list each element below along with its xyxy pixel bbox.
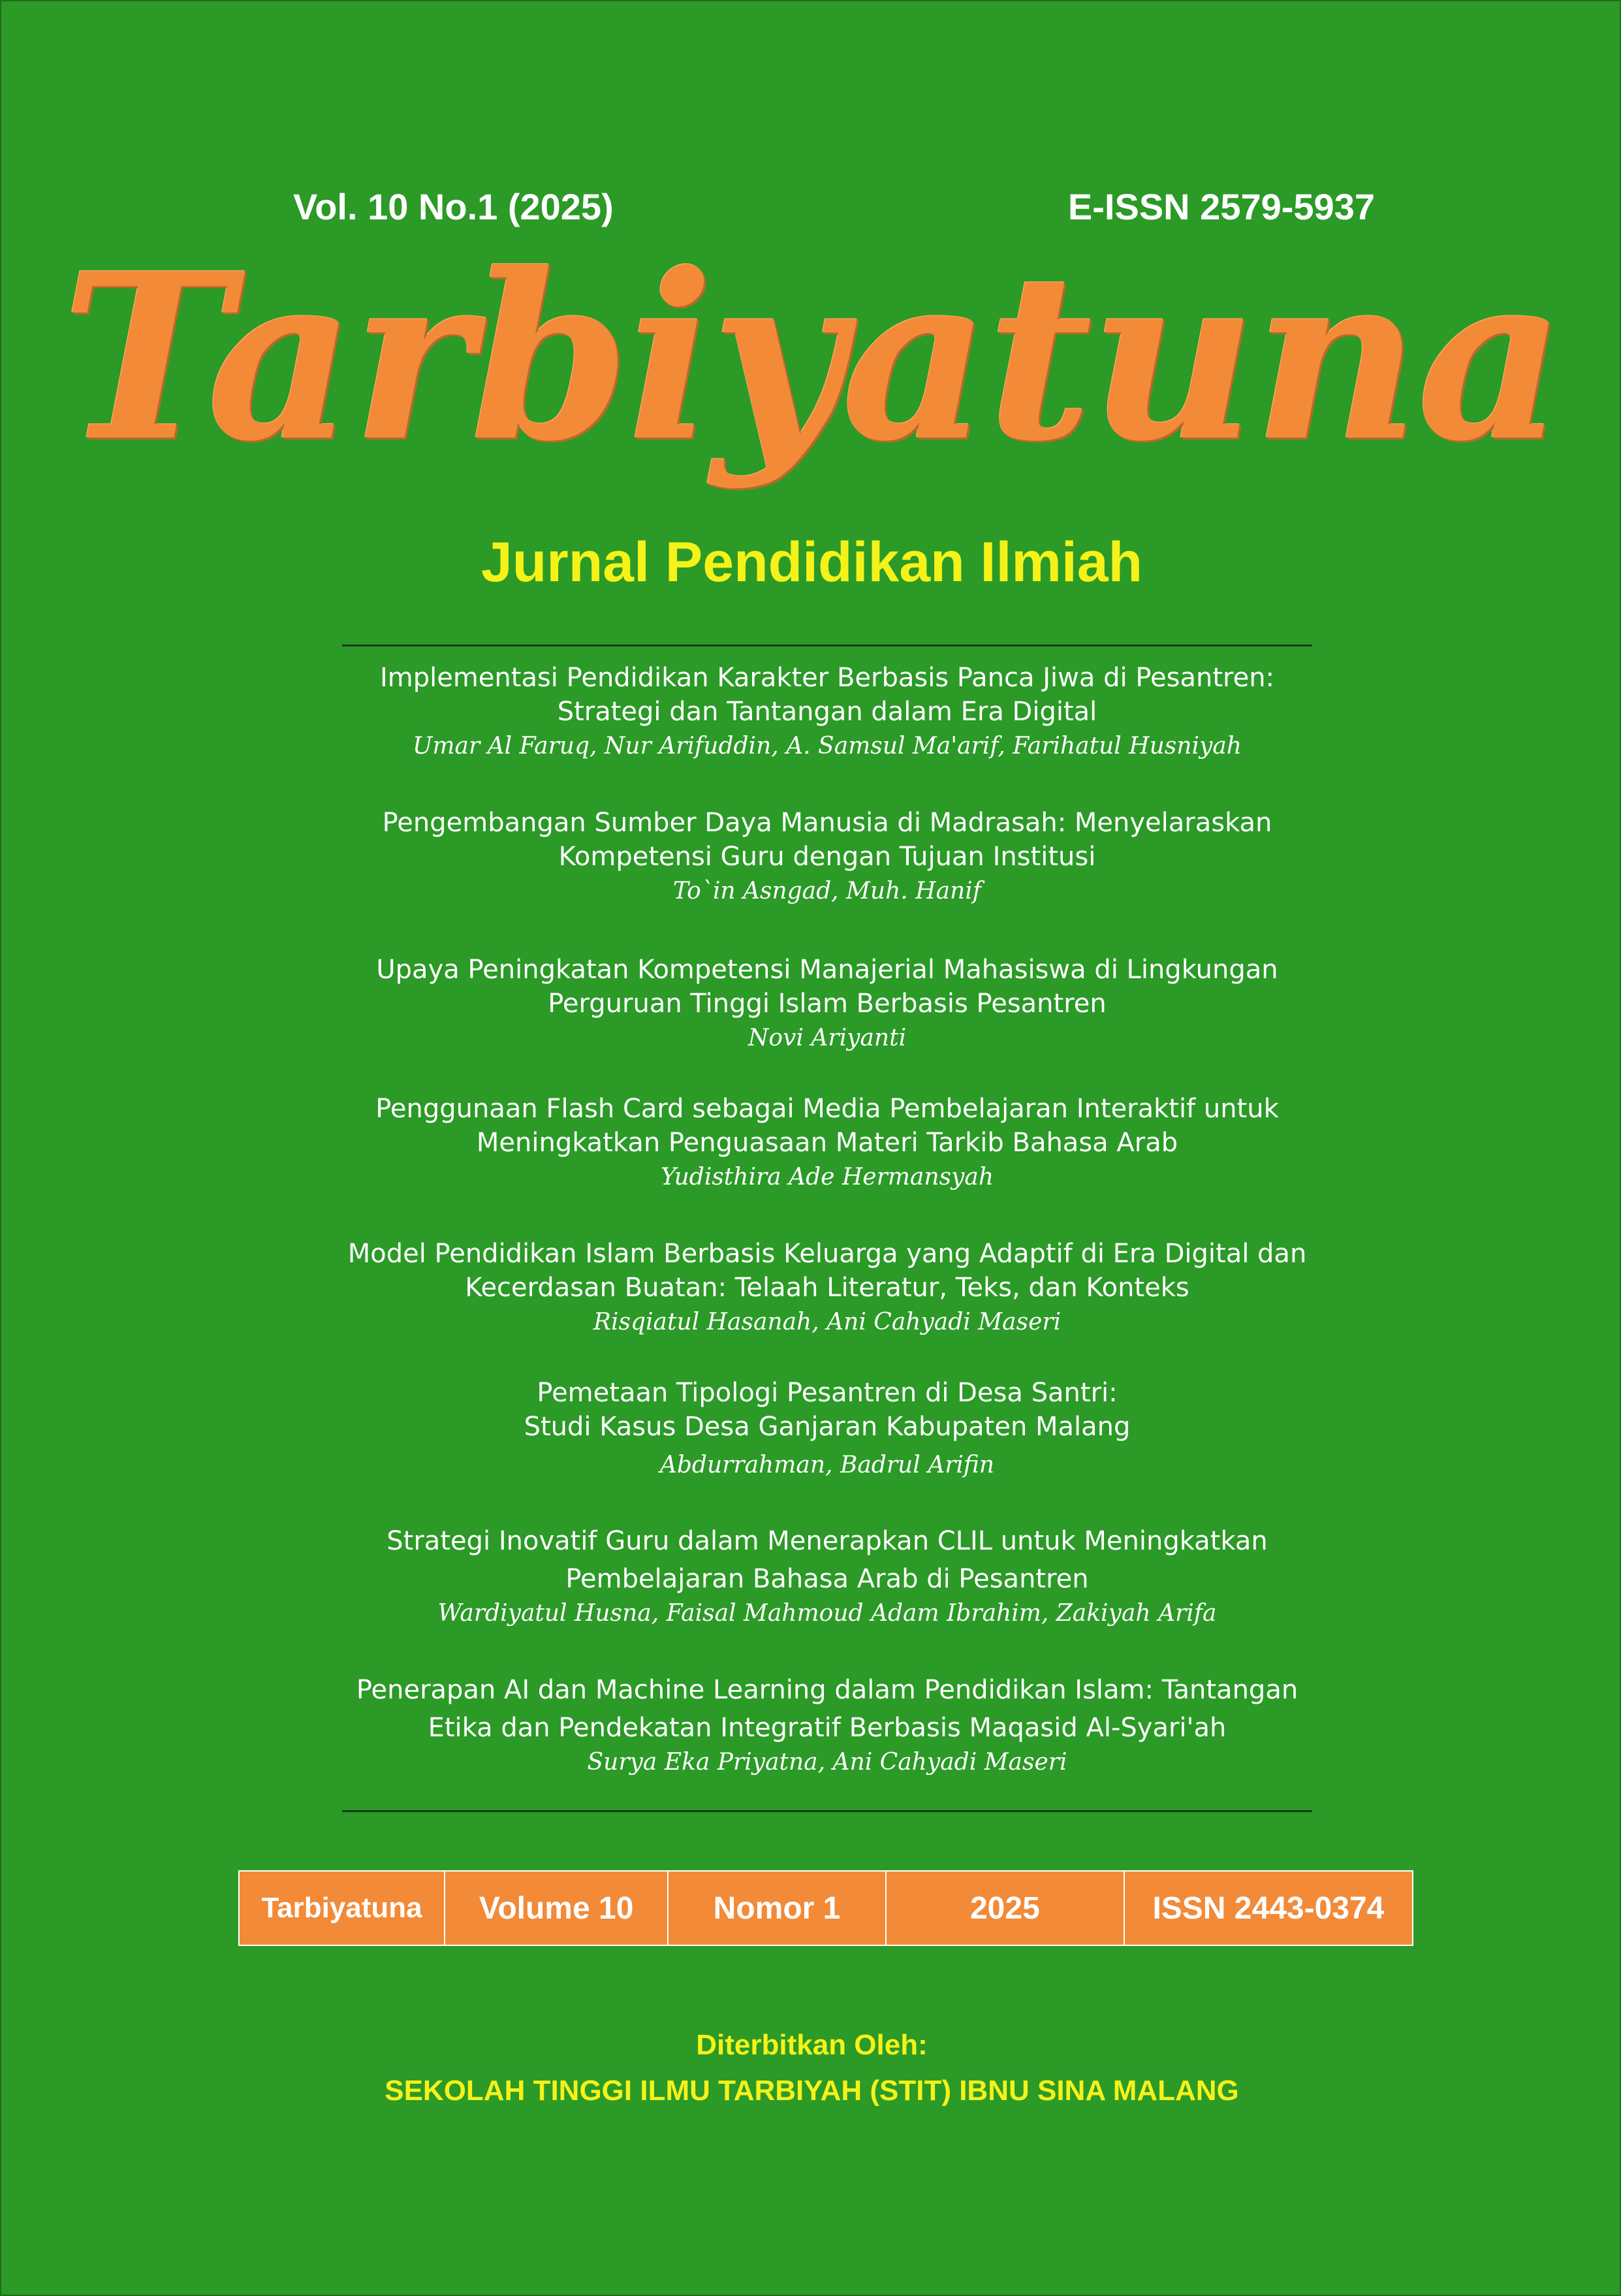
info-number: Nomor 1: [668, 1871, 886, 1945]
article-entry: [342, 806, 1312, 909]
info-issn: ISSN 2443-0374: [1124, 1871, 1413, 1945]
eissn-label: E-ISSN 2579-5937: [1067, 186, 1375, 227]
article-title-line: Meningkatkan Penguasaan Materi Tarkib Bahasa Arab: [476, 1128, 1178, 1158]
article-title-line: Perguruan Tinggi Islam Berbasis Pesantren: [548, 989, 1107, 1019]
publisher-label: Diterbitkan Oleh:: [696, 2029, 928, 2061]
article-title-line: Strategi Inovatif Guru dalam Menerapkan CLIL untuk Meningkatkan: [386, 1526, 1268, 1556]
article-authors: Umar Al Faruq, Nur Arifuddin, A. Samsul Ma'arif, Farihatul Husniyah: [413, 733, 1242, 759]
article-entry: [342, 1237, 1312, 1340]
top-divider: [342, 645, 1312, 646]
article-entry: [342, 1524, 1312, 1631]
article-authors: To`in Asngad, Muh. Hanif: [672, 878, 982, 904]
journal-subtitle: Jurnal Pendidikan Ilmiah: [480, 531, 1143, 594]
article-entry: [342, 953, 1312, 1056]
journal-masthead: Tarbiyatuna: [61, 223, 1563, 492]
issue-info-bar: [238, 1870, 1413, 1946]
article-title-line: Strategi dan Tantangan dalam Era Digital: [557, 697, 1097, 727]
article-title-line: Kecerdasan Buatan: Telaah Literatur, Teks, dan Konteks: [465, 1273, 1189, 1303]
article-title-line: Kompetensi Guru dengan Tujuan Institusi: [558, 842, 1096, 872]
article-title-line: Pemetaan Tipologi Pesantren di Desa Santri:: [537, 1378, 1118, 1408]
article-authors: Abdurrahman, Badrul Arifin: [659, 1452, 995, 1478]
article-title-line: Pembelajaran Bahasa Arab di Pesantren: [565, 1564, 1089, 1594]
article-entry: [342, 1376, 1312, 1483]
article-title-line: Penggunaan Flash Card sebagai Media Pembelajaran Interaktif untuk: [375, 1094, 1279, 1124]
publisher-name: SEKOLAH TINGGI ILMU TARBIYAH (STIT) IBNU SINA MALANG: [385, 2075, 1239, 2107]
article-title-line: Penerapan AI dan Machine Learning dalam Pendidikan Islam: Tantangan: [356, 1675, 1298, 1705]
volume-issue-label: Vol. 10 No.1 (2025): [293, 186, 614, 227]
info-journal: Tarbiyatuna: [239, 1871, 445, 1945]
info-year: 2025: [886, 1871, 1124, 1945]
article-authors: Surya Eka Priyatna, Ani Cahyadi Maseri: [587, 1749, 1067, 1776]
article-authors: Wardiyatul Husna, Faisal Mahmoud Adam Ibrahim, Zakiyah Arifa: [437, 1600, 1217, 1627]
bottom-divider: [342, 1810, 1312, 1812]
article-entry: [342, 1673, 1312, 1780]
info-volume: Volume 10: [445, 1871, 668, 1945]
article-authors: Risqiatul Hasanah, Ani Cahyadi Maseri: [593, 1309, 1062, 1335]
article-title-line: Model Pendidikan Islam Berbasis Keluarga yang Adaptif di Era Digital dan: [347, 1239, 1307, 1269]
article-title-line: Upaya Peningkatan Kompetensi Manajerial Mahasiswa di Lingkungan: [376, 955, 1278, 985]
article-entry: [342, 1092, 1312, 1195]
article-authors: Novi Ariyanti: [748, 1025, 907, 1051]
article-entry: [342, 661, 1312, 764]
article-title-line: Implementasi Pendidikan Karakter Berbasis Panca Jiwa di Pesantren:: [379, 663, 1275, 693]
article-title-line: Pengembangan Sumber Daya Manusia di Madrasah: Menyelaraskan: [382, 808, 1272, 838]
article-title-line: Etika dan Pendekatan Integratif Berbasis Maqasid Al-Syari'ah: [428, 1713, 1227, 1743]
article-title-line: Studi Kasus Desa Ganjaran Kabupaten Malang: [524, 1412, 1131, 1442]
article-authors: Yudisthira Ade Hermansyah: [660, 1164, 994, 1190]
